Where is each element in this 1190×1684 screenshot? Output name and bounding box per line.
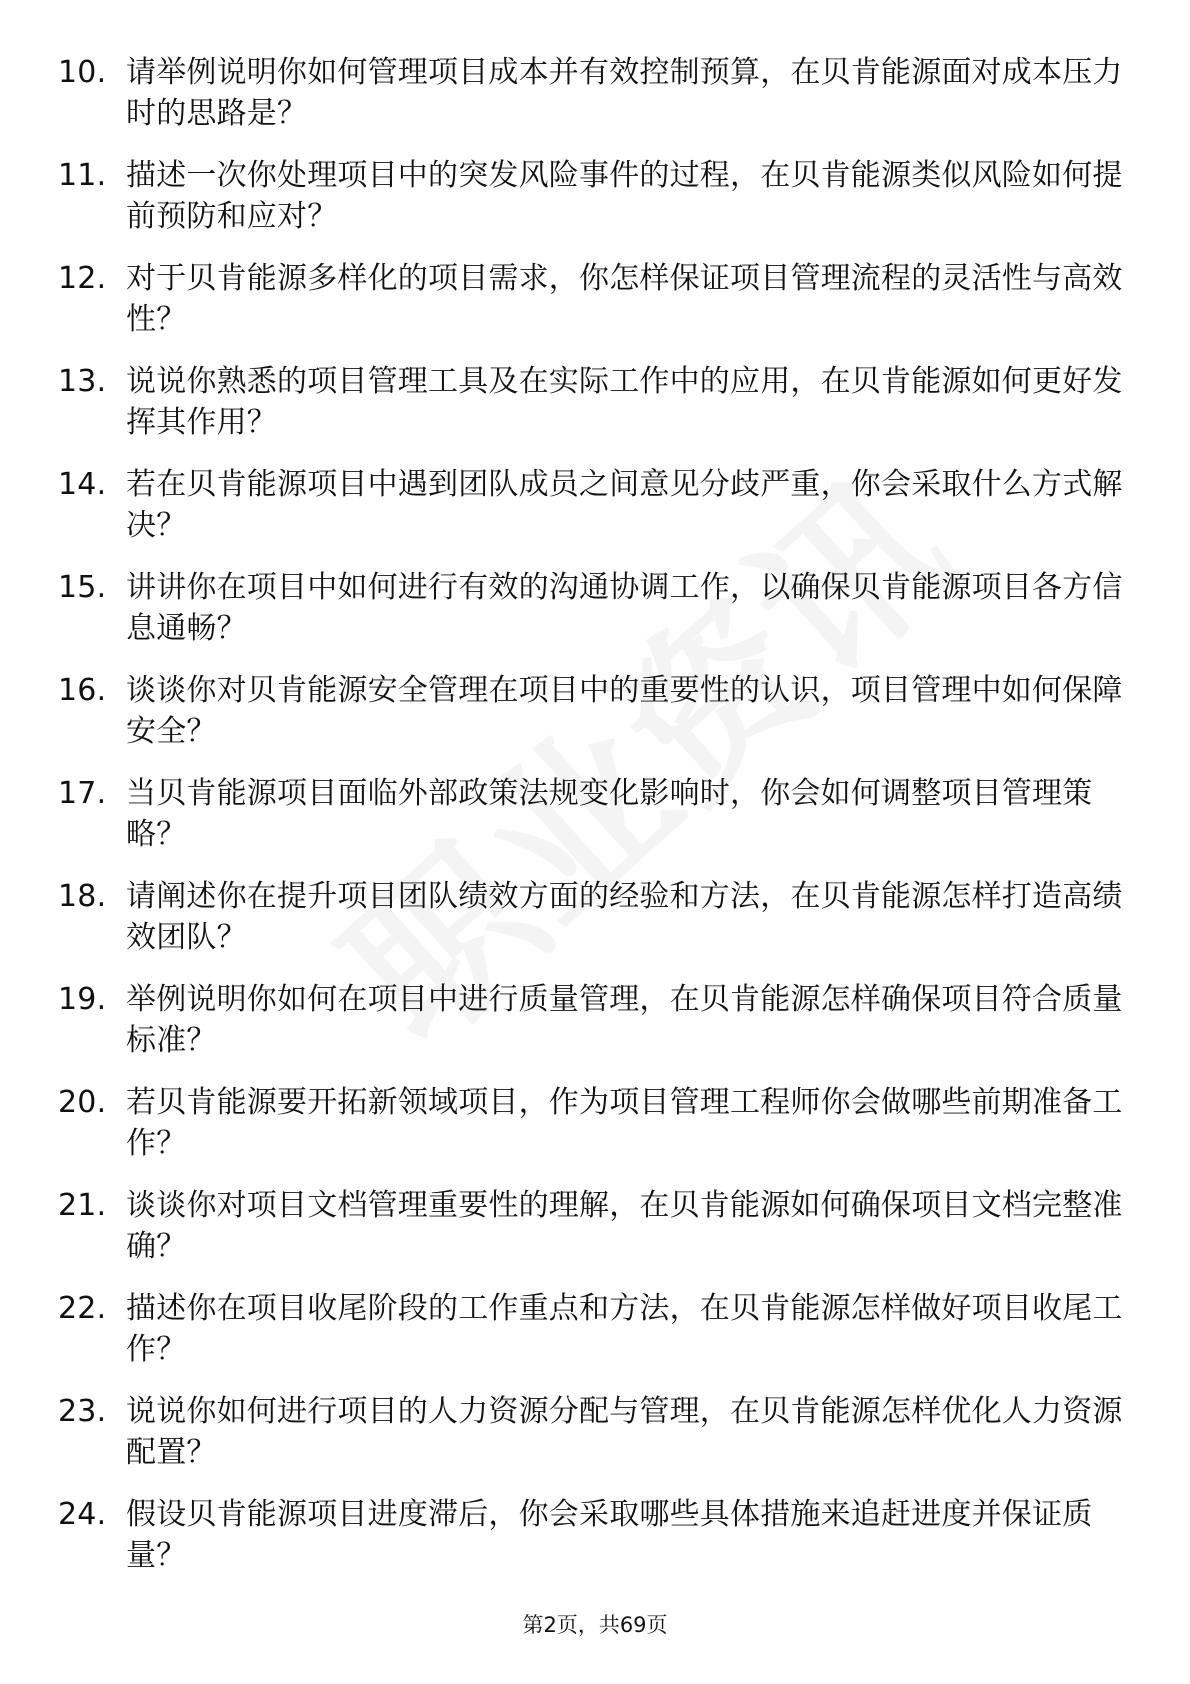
question-list [58, 52, 1123, 1597]
question-number: 22. [58, 1291, 107, 1326]
question-item [58, 979, 1123, 1061]
question-item [58, 361, 1123, 443]
question-number: 12. [58, 261, 107, 296]
question-text: 请阐述你在提升项目团队绩效方面的经验和方法，在贝肯能源怎样打造高绩效团队？ [126, 879, 1123, 955]
question-text: 说说你熟悉的项目管理工具及在实际工作中的应用，在贝肯能源如何更好发挥其作用？ [126, 364, 1123, 440]
question-item [58, 1391, 1123, 1473]
question-number: 14. [58, 467, 107, 502]
question-text: 讲讲你在项目中如何进行有效的沟通协调工作，以确保贝肯能源项目各方信息通畅？ [126, 570, 1123, 646]
question-text: 说说你如何进行项目的人力资源分配与管理，在贝肯能源怎样优化人力资源配置？ [126, 1394, 1123, 1470]
page-footer: 第2页，共69页 [522, 1613, 668, 1637]
question-number: 21. [58, 1188, 107, 1223]
question-number: 23. [58, 1394, 107, 1429]
question-item [58, 1494, 1118, 1576]
question-number: 13. [58, 364, 107, 399]
question-number: 16. [58, 673, 107, 708]
question-number: 15. [58, 570, 107, 605]
question-text: 当贝肯能源项目面临外部政策法规变化影响时，你会如何调整项目管理策略？ [126, 776, 1093, 852]
question-number: 19. [58, 982, 107, 1017]
question-text: 请举例说明你如何管理项目成本并有效控制预算，在贝肯能源面对成本压力时的思路是？ [126, 55, 1123, 131]
question-text: 若贝肯能源要开拓新领域项目，作为项目管理工程师你会做哪些前期准备工作？ [126, 1085, 1123, 1161]
question-number: 24. [58, 1497, 107, 1532]
question-item [58, 1288, 1123, 1370]
question-item [58, 52, 1123, 134]
question-item [58, 464, 1123, 546]
question-text: 描述一次你处理项目中的突发风险事件的过程，在贝肯能源类似风险如何提前预防和应对？ [126, 158, 1123, 234]
question-number: 10. [58, 55, 107, 90]
question-text: 举例说明你如何在项目中进行质量管理，在贝肯能源怎样确保项目符合质量标准？ [126, 982, 1123, 1058]
question-text: 若在贝肯能源项目中遇到团队成员之间意见分歧严重，你会采取什么方式解决？ [126, 467, 1123, 543]
question-number: 11. [58, 158, 107, 193]
question-number: 17. [58, 776, 107, 811]
question-item [58, 670, 1123, 752]
question-text: 谈谈你对项目文档管理重要性的理解，在贝肯能源如何确保项目文档完整准确？ [126, 1188, 1123, 1264]
question-item [58, 155, 1123, 237]
question-item [58, 1082, 1123, 1164]
question-item [58, 258, 1123, 340]
question-item [58, 876, 1123, 958]
question-number: 18. [58, 879, 107, 914]
question-text: 对于贝肯能源多样化的项目需求，你怎样保证项目管理流程的灵活性与高效性？ [126, 261, 1123, 337]
question-text: 描述你在项目收尾阶段的工作重点和方法，在贝肯能源怎样做好项目收尾工作？ [126, 1291, 1123, 1367]
question-item [58, 567, 1123, 649]
question-text: 假设贝肯能源项目进度滞后，你会采取哪些具体措施来追赶进度并保证质量？ [126, 1497, 1093, 1573]
question-number: 20. [58, 1085, 107, 1120]
question-item [58, 1185, 1123, 1267]
question-item [58, 773, 1118, 855]
question-text: 谈谈你对贝肯能源安全管理在项目中的重要性的认识，项目管理中如何保障安全？ [126, 673, 1123, 749]
